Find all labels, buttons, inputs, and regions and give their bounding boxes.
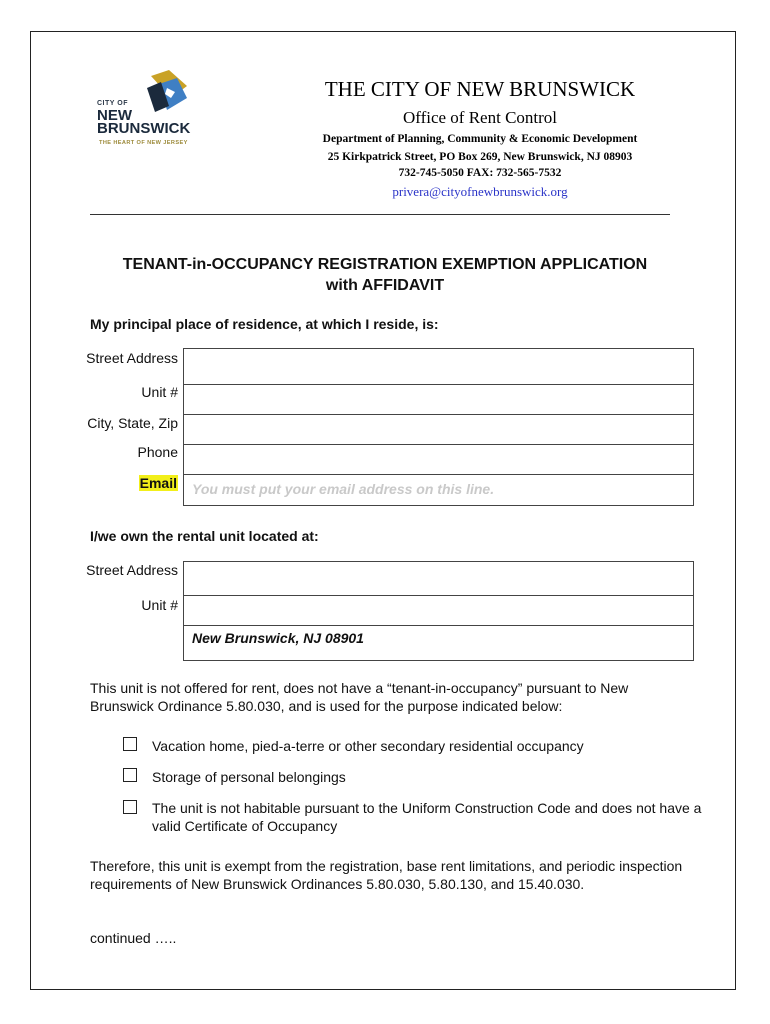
form-title-line2: with AFFIDAVIT <box>325 277 445 294</box>
office-address: 25 Kirkpatrick Street, PO Box 269, New Brunswick, NJ 08903 <box>327 151 633 163</box>
logo-brunswick: BRUNSWICK <box>97 120 191 137</box>
rental-street-label: Street Address <box>86 562 178 578</box>
exemption-conclusion: Therefore, this unit is exempt from the registration, base rent limitations, and periodic inspection requirements of New Brunswick Ordinances 5.80.030, 5.80.130, and 15.40.030. <box>90 858 683 892</box>
residence-phone-label: Phone <box>137 444 178 460</box>
vacation-home-checkbox[interactable] <box>123 737 137 751</box>
rental-heading: I/we own the rental unit located at: <box>90 528 319 544</box>
residence-email-label-wrap <box>60 475 178 491</box>
rental-city-value: New Brunswick, NJ 08901 <box>192 630 364 646</box>
rental-city-field <box>184 626 693 660</box>
residence-street-input[interactable] <box>184 349 693 385</box>
residence-heading: My principal place of residence, at which I reside, is: <box>90 316 439 332</box>
form-title-line1: TENANT-in-OCCUPANCY REGISTRATION EXEMPTION APPLICATION <box>122 256 648 273</box>
form-title <box>80 254 690 296</box>
not-habitable-checkbox[interactable] <box>123 800 137 814</box>
residence-email-input[interactable] <box>184 475 693 505</box>
continued-note: continued ….. <box>90 930 177 946</box>
department-name: Department of Planning, Community & Economic Development <box>322 133 638 145</box>
vacation-home-option: Vacation home, pied-a-terre or other secondary residential occupancy <box>152 738 584 754</box>
city-title: THE CITY OF NEW BRUNSWICK <box>324 77 636 101</box>
city-logo <box>97 68 237 150</box>
storage-option: Storage of personal belongings <box>152 769 346 785</box>
rental-fields <box>183 561 694 661</box>
storage-checkbox[interactable] <box>123 768 137 782</box>
office-phone-fax: 732-745-5050 FAX: 732-565-7532 <box>398 167 562 179</box>
residence-email-label: Email <box>139 475 177 491</box>
residence-city-label: City, State, Zip <box>87 415 178 431</box>
usage-statement: This unit is not offered for rent, does not have a “tenant-in-occupancy” pursuant to New Brunswick Ordinance 5.80.030, and is used for the purpose indicated below: <box>90 680 629 714</box>
logo-city-of: CITY OF <box>97 100 128 107</box>
rental-unit-label: Unit # <box>141 597 178 613</box>
residence-unit-label: Unit # <box>141 384 178 400</box>
residence-phone-input[interactable] <box>184 445 693 475</box>
residence-unit-input[interactable] <box>184 385 693 415</box>
logo-tagline: THE HEART OF NEW JERSEY <box>99 140 188 146</box>
email-hint: You must put your email address on this line. <box>192 481 495 497</box>
residence-city-input[interactable] <box>184 415 693 445</box>
header-divider <box>90 214 670 215</box>
logo-new: NEW <box>97 107 132 124</box>
rental-unit-input[interactable] <box>184 596 693 626</box>
residence-street-label: Street Address <box>86 350 178 366</box>
logo-wordmark <box>97 109 190 135</box>
not-habitable-option: The unit is not habitable pursuant to the Uniform Construction Code and does not have a valid Certificate of Occupancy <box>152 800 702 834</box>
office-title: Office of Rent Control <box>402 108 558 127</box>
rental-street-input[interactable] <box>184 562 693 596</box>
residence-fields <box>183 348 694 506</box>
office-email-link[interactable]: privera@cityofnewbrunswick.org <box>392 184 568 199</box>
